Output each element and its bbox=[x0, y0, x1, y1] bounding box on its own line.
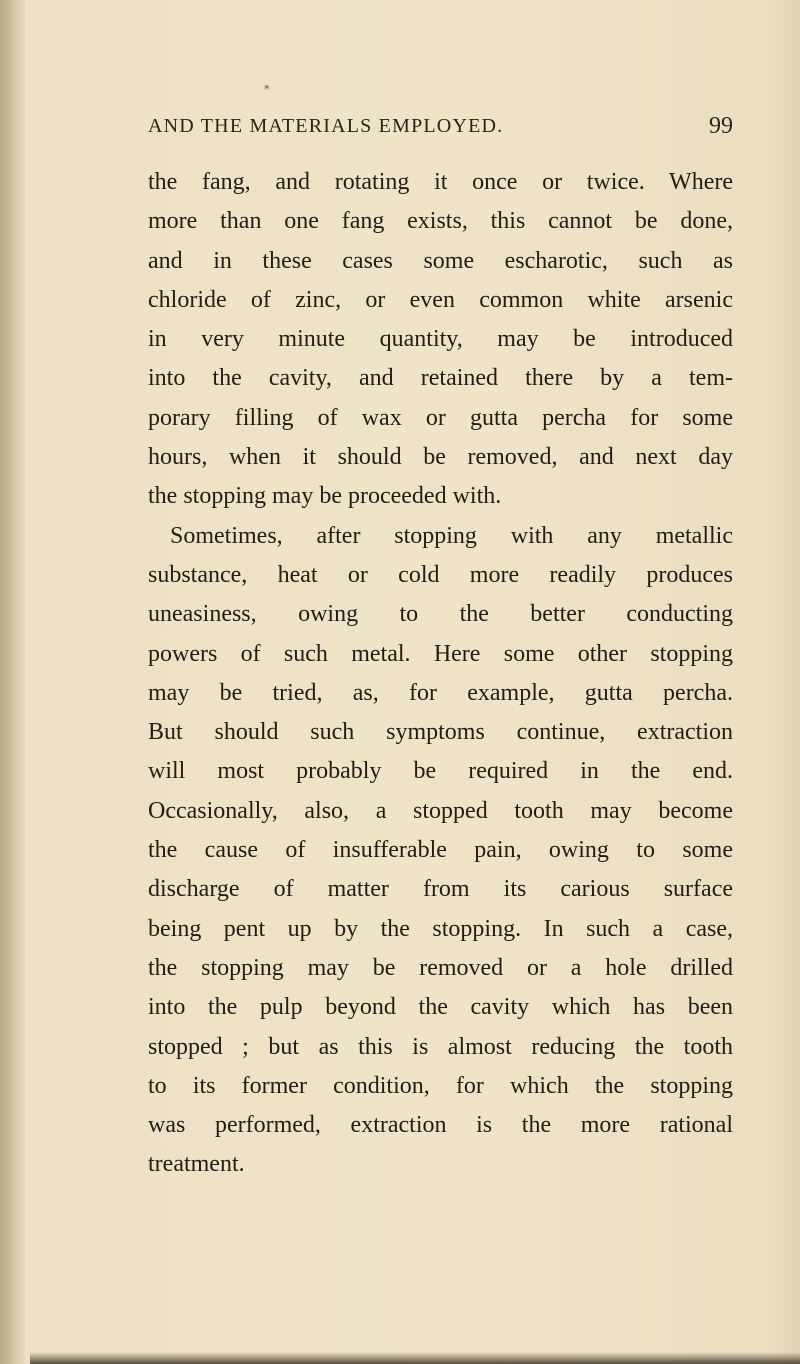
printer-mark: * bbox=[264, 83, 270, 96]
page-number: 99 bbox=[709, 113, 733, 139]
text-line: porary filling of wax or gutta percha for some bbox=[148, 404, 733, 431]
text-line: But should such symptoms continue, extraction bbox=[148, 719, 733, 746]
text-line: chloride of zinc, or even common white arsenic bbox=[148, 286, 733, 313]
text-line: more than one fang exists, this cannot be done, bbox=[148, 208, 733, 235]
page-header bbox=[148, 115, 733, 145]
text-line: Sometimes, after stopping with any metallic bbox=[170, 522, 733, 549]
text-line: powers of such metal. Here some other stopping bbox=[148, 640, 733, 667]
text-line: stopped ; but as this is almost reducing the tooth bbox=[148, 1033, 733, 1060]
text-line: and in these cases some escharotic, such as bbox=[148, 247, 733, 274]
text-line: hours, when it should be removed, and next day bbox=[148, 444, 733, 471]
page-bottom-edge bbox=[30, 1352, 800, 1364]
text-line: was performed, extraction is the more rational bbox=[148, 1112, 733, 1139]
text-line: will most probably be required in the end. bbox=[148, 758, 733, 785]
text-line: the stopping may be removed or a hole drilled bbox=[148, 954, 733, 981]
text-line: to its former condition, for which the stopping bbox=[148, 1072, 733, 1099]
text-line: in very minute quantity, may be introduced bbox=[148, 326, 733, 353]
text-line: uneasiness, owing to the better conducting bbox=[148, 601, 733, 628]
text-line: the fang, and rotating it once or twice. Where bbox=[148, 169, 733, 195]
text-line: Occasionally, also, a stopped tooth may become bbox=[148, 797, 733, 824]
text-line: discharge of matter from its carious surface bbox=[148, 876, 733, 903]
text-line: treatment. bbox=[148, 1151, 245, 1178]
text-line: substance, heat or cold more readily produces bbox=[148, 561, 733, 588]
text-line: may be tried, as, for example, gutta percha. bbox=[148, 679, 733, 706]
body-text bbox=[148, 163, 733, 1185]
text-line: into the cavity, and retained there by a tem- bbox=[148, 365, 733, 392]
gutter-shadow bbox=[0, 0, 26, 1364]
running-head: AND THE MATERIALS EMPLOYED. bbox=[148, 115, 504, 137]
text-line: the cause of insufferable pain, owing to some bbox=[148, 837, 733, 864]
text-line: being pent up by the stopping. In such a case, bbox=[148, 915, 733, 942]
text-line: the stopping may be proceeded with. bbox=[148, 483, 502, 510]
text-line: into the pulp beyond the cavity which has been bbox=[148, 994, 733, 1021]
